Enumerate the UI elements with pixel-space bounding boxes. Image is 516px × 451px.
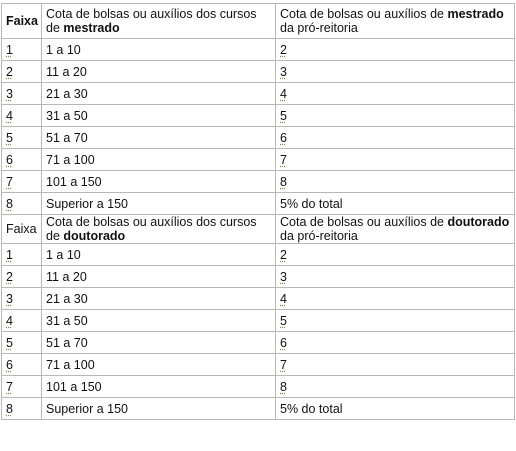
cota-proreitoria-header <box>276 4 515 39</box>
cota-proreitoria-value: 7 <box>280 152 287 167</box>
doutorado-header-row <box>2 215 515 244</box>
faixa-value: 7 <box>6 174 13 189</box>
cota-proreitoria-header-text: Cota de bolsas ou auxílios de <box>280 215 448 229</box>
cota-proreitoria-value: 5% do total <box>280 401 343 416</box>
cota-proreitoria-cell <box>276 39 515 61</box>
faixa-value: 8 <box>6 401 13 416</box>
faixa-value: 3 <box>6 86 13 101</box>
cota-cursos-cell: Superior a 150 <box>42 193 276 215</box>
faixa-value: 6 <box>6 152 13 167</box>
table-row <box>2 83 515 105</box>
cota-proreitoria-cell <box>276 398 515 420</box>
table-row <box>2 39 515 61</box>
cota-proreitoria-value: 2 <box>280 247 287 262</box>
cota-cursos-cell: 11 a 20 <box>42 61 276 83</box>
cota-cursos-cell: 31 a 50 <box>42 105 276 127</box>
faixa-cell <box>2 105 42 127</box>
cota-proreitoria-cell <box>276 83 515 105</box>
cota-proreitoria-header-level: doutorado <box>447 215 510 229</box>
table-row <box>2 332 515 354</box>
cota-cursos-cell: 51 a 70 <box>42 127 276 149</box>
cota-proreitoria-value: 4 <box>280 291 287 306</box>
table-row <box>2 354 515 376</box>
cota-proreitoria-value: 5% do total <box>280 196 343 211</box>
faixa-value: 1 <box>6 42 13 57</box>
table-row <box>2 171 515 193</box>
cota-proreitoria-cell <box>276 354 515 376</box>
faixa-cell <box>2 193 42 215</box>
cota-proreitoria-cell <box>276 244 515 266</box>
cota-cursos-cell: Superior a 150 <box>42 398 276 420</box>
faixa-value: 2 <box>6 269 13 284</box>
cota-cursos-header <box>42 4 276 39</box>
cota-proreitoria-value: 6 <box>280 130 287 145</box>
table-row <box>2 244 515 266</box>
cota-proreitoria-cell <box>276 127 515 149</box>
cota-proreitoria-value: 6 <box>280 335 287 350</box>
table-row <box>2 193 515 215</box>
table-row <box>2 105 515 127</box>
faixa-value: 6 <box>6 357 13 372</box>
cota-proreitoria-value: 5 <box>280 108 287 123</box>
cota-cursos-cell: 11 a 20 <box>42 266 276 288</box>
cota-proreitoria-cell <box>276 332 515 354</box>
cota-proreitoria-header-level: mestrado <box>447 7 504 21</box>
cota-proreitoria-cell <box>276 376 515 398</box>
cota-proreitoria-cell <box>276 266 515 288</box>
faixa-value: 1 <box>6 247 13 262</box>
cota-proreitoria-value: 8 <box>280 174 287 189</box>
faixa-cell <box>2 354 42 376</box>
faixa-value: 4 <box>6 313 13 328</box>
cota-cursos-cell: 21 a 30 <box>42 288 276 310</box>
cota-proreitoria-cell <box>276 105 515 127</box>
cota-proreitoria-value: 3 <box>280 269 287 284</box>
faixa-value: 5 <box>6 335 13 350</box>
cota-cursos-cell: 1 a 10 <box>42 244 276 266</box>
cota-proreitoria-header-suffix: da pró-reitoria <box>280 21 358 35</box>
cota-cursos-header-level: doutorado <box>63 229 126 243</box>
faixa-cell <box>2 83 42 105</box>
table-row <box>2 127 515 149</box>
table-row <box>2 310 515 332</box>
cota-proreitoria-header <box>276 215 515 244</box>
cota-cursos-header <box>42 215 276 244</box>
cota-cursos-cell: 31 a 50 <box>42 310 276 332</box>
table-row <box>2 61 515 83</box>
cota-cursos-cell: 101 a 150 <box>42 171 276 193</box>
cota-proreitoria-cell <box>276 288 515 310</box>
cota-cursos-cell: 1 a 10 <box>42 39 276 61</box>
cota-cursos-cell: 51 a 70 <box>42 332 276 354</box>
faixa-value: 5 <box>6 130 13 145</box>
table-row <box>2 288 515 310</box>
faixa-cell <box>2 288 42 310</box>
cota-proreitoria-header-suffix: da pró-reitoria <box>280 229 358 243</box>
cota-proreitoria-cell <box>276 171 515 193</box>
faixa-cell <box>2 171 42 193</box>
faixa-value: 7 <box>6 379 13 394</box>
faixa-cell <box>2 398 42 420</box>
cota-proreitoria-header-text: Cota de bolsas ou auxílios de <box>280 7 448 21</box>
cota-proreitoria-value: 7 <box>280 357 287 372</box>
mestrado-header-row <box>2 4 515 39</box>
faixa-cell <box>2 127 42 149</box>
faixa-cell <box>2 39 42 61</box>
faixa-value: 3 <box>6 291 13 306</box>
faixa-value: 2 <box>6 64 13 79</box>
cota-proreitoria-value: 4 <box>280 86 287 101</box>
cota-proreitoria-value: 5 <box>280 313 287 328</box>
table-row <box>2 266 515 288</box>
table-row <box>2 398 515 420</box>
table-row <box>2 149 515 171</box>
cota-proreitoria-cell <box>276 61 515 83</box>
faixa-cell <box>2 310 42 332</box>
cota-cursos-cell: 21 a 30 <box>42 83 276 105</box>
faixa-value: 4 <box>6 108 13 123</box>
faixa-cell <box>2 376 42 398</box>
cota-cursos-cell: 71 a 100 <box>42 149 276 171</box>
cota-cursos-header-text: Cota de bolsas ou auxílios dos cursos de <box>46 215 257 243</box>
cota-proreitoria-cell <box>276 310 515 332</box>
cota-cursos-cell: 101 a 150 <box>42 376 276 398</box>
table-row <box>2 376 515 398</box>
faixa-cell <box>2 332 42 354</box>
faixa-cell <box>2 244 42 266</box>
faixa-value: 8 <box>6 196 13 211</box>
quota-table <box>1 3 515 420</box>
faixa-cell <box>2 266 42 288</box>
cota-proreitoria-cell <box>276 193 515 215</box>
faixa-cell <box>2 149 42 171</box>
faixa-cell <box>2 61 42 83</box>
quota-table-body <box>2 4 515 420</box>
cota-cursos-cell: 71 a 100 <box>42 354 276 376</box>
faixa-header: Faixa <box>2 4 42 39</box>
cota-proreitoria-value: 8 <box>280 379 287 394</box>
faixa-header: Faixa <box>2 215 42 244</box>
cota-proreitoria-value: 2 <box>280 42 287 57</box>
cota-proreitoria-cell <box>276 149 515 171</box>
cota-cursos-header-text: Cota de bolsas ou auxílios dos cursos de <box>46 7 257 35</box>
cota-proreitoria-value: 3 <box>280 64 287 79</box>
cota-cursos-header-level: mestrado <box>63 21 120 35</box>
